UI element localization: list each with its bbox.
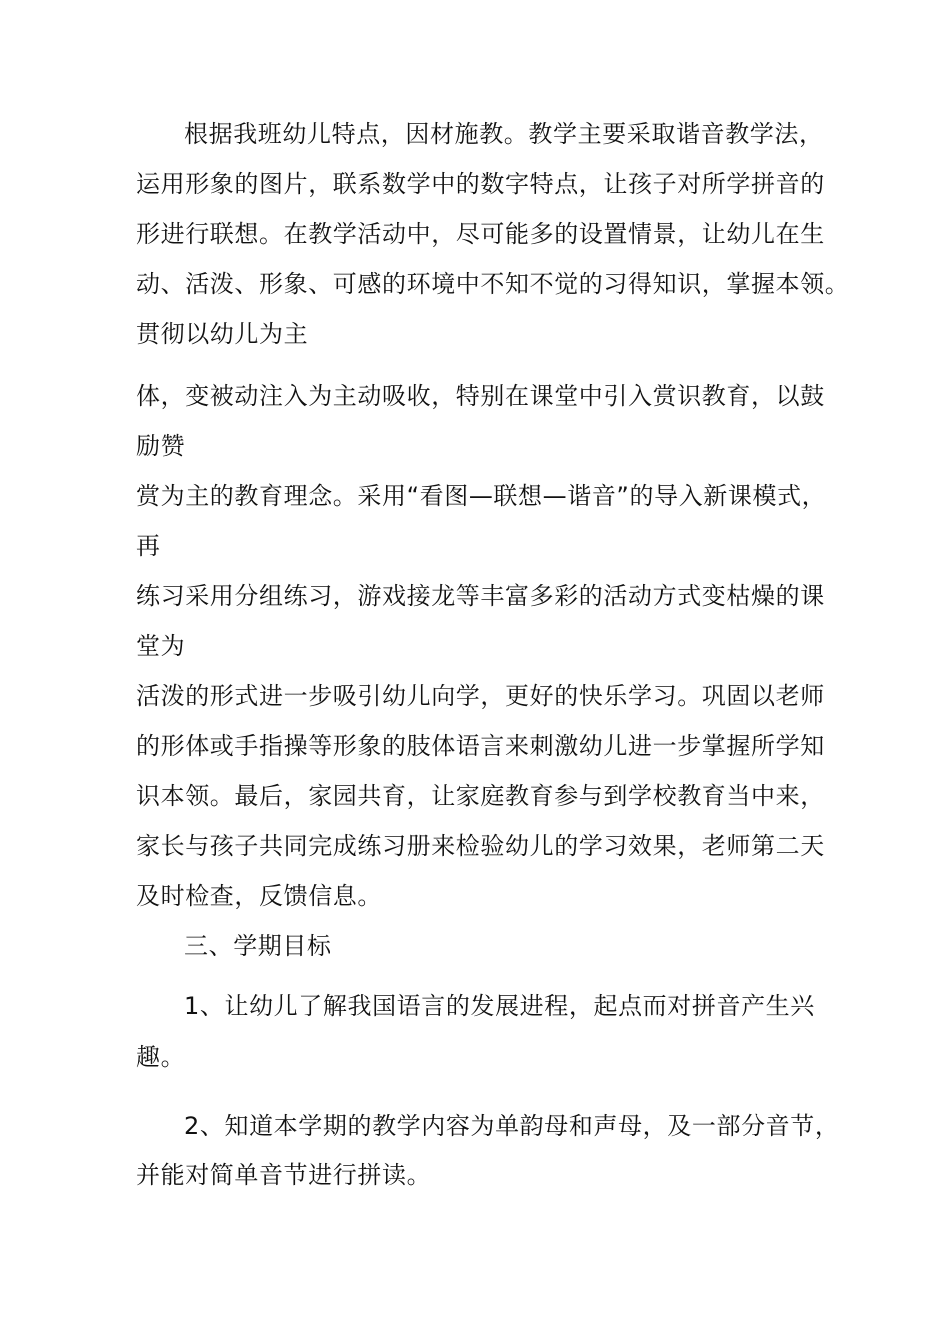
paragraph-line: 家长与孩子共同完成练习册来检验幼儿的学习效果，老师第二天 — [136, 832, 825, 860]
paragraph-line: 动、活泼、形象、可感的环境中不知不觉的习得知识，掌握本领。 — [136, 270, 850, 298]
paragraph-line: 堂为 — [136, 632, 186, 660]
paragraph-line: 活泼的形式进一步吸引幼儿向学，更好的快乐学习。巩固以老师 — [136, 682, 825, 710]
paragraph-line: 运用形象的图片，联系数学中的数字特点，让孩子对所学拼音的 — [136, 170, 825, 198]
paragraph-line: 根据我班幼儿特点，因材施教。教学主要采取谐音教学法， — [184, 120, 824, 148]
paragraph-line: 识本领。最后，家园共育，让家庭教育参与到学校教育当中来， — [136, 782, 825, 810]
goal-item-line: 2、知道本学期的教学内容为单韵母和声母，及一部分音节， — [184, 1112, 840, 1140]
paragraph-line: 及时检查，反馈信息。 — [136, 882, 382, 910]
paragraph-line: 赏为主的教育理念。采用“看图—联想—谐音”的导入新课模式， — [136, 482, 827, 510]
goal-item-line: 并能对简单音节进行拼读。 — [136, 1161, 432, 1189]
paragraph-line: 再 — [136, 532, 161, 560]
paragraph-line: 励赞 — [136, 432, 186, 460]
goal-item-line: 趣。 — [136, 1043, 186, 1071]
paragraph-line: 体，变被动注入为主动吸收，特别在课堂中引入赏识教育，以鼓 — [136, 382, 825, 410]
goal-item-line: 1、让幼儿了解我国语言的发展进程，起点而对拼音产生兴 — [184, 992, 815, 1020]
paragraph-line: 的形体或手指操等形象的肢体语言来刺激幼儿进一步掌握所学知 — [136, 732, 825, 760]
paragraph-line: 贯彻以幼儿为主 — [136, 320, 309, 348]
section-heading: 三、学期目标 — [184, 932, 332, 960]
paragraph-line: 形进行联想。在教学活动中，尽可能多的设置情景，让幼儿在生 — [136, 220, 825, 248]
paragraph-line: 练习采用分组练习，游戏接龙等丰富多彩的活动方式变枯燥的课 — [136, 582, 825, 610]
